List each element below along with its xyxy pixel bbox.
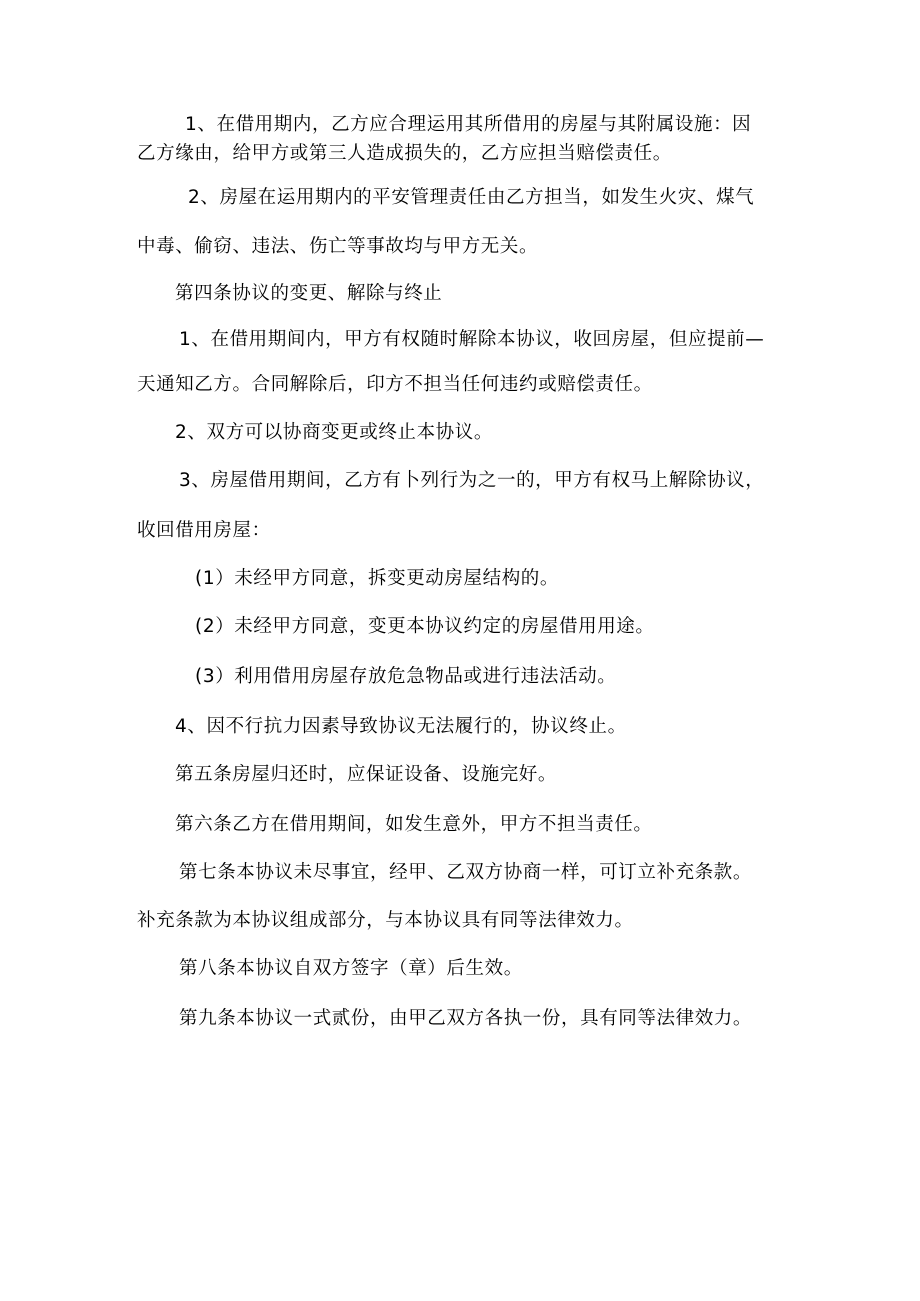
text-line: 1、在借用期间内，甲方有权随时解除本协议，收回房屋，但应提前— — [179, 329, 765, 350]
section-heading: 第九条本协议一式贰份，由甲乙双方各执一份，具有同等法律效力。 — [179, 1008, 753, 1029]
text-line: (1）未经甲方同意，拆变更动房屋结构的。 — [195, 568, 559, 589]
text-line: 天通知乙方。合同解除后，印方不担当任何违约或赔偿责任。 — [137, 374, 653, 395]
section-heading: 第六条乙方在借用期间，如发生意外，甲方不担当责任。 — [175, 814, 653, 835]
section-heading: 第五条房屋归还时，应保证设备、设施完好。 — [175, 764, 558, 785]
text-line: (2）未经甲方同意，变更本协议约定的房屋借用用途。 — [195, 616, 655, 637]
text-line: (3）利用借用房屋存放危急物品或进行违法活动。 — [195, 666, 617, 687]
text-line: 中毒、偷窃、违法、伤亡等事故均与甲方无关。 — [137, 236, 539, 257]
text-line: 3、房屋借用期间，乙方有卜列行为之一的，甲方有权马上解除协议， — [179, 470, 765, 491]
section-heading: 第八条本协议自双方签字（章）后生效。 — [179, 958, 523, 979]
text-line: 4、因不行抗力因素导致协议无法履行的，协议终止。 — [175, 716, 627, 737]
text-line: 1、在借用期内，乙方应合理运用其所借用的房屋与其附属设施：因 — [185, 114, 752, 135]
text-line: 2、双方可以协商变更或终止本协议。 — [175, 422, 493, 443]
text-line: 2、房屋在运用期内的平安管理责任由乙方担当，如发生火灾、煤气 — [188, 187, 755, 208]
text-line: 补充条款为本协议组成部分，与本协议具有同等法律效力。 — [137, 910, 634, 931]
section-heading: 第四条协议的变更、解除与终止 — [175, 283, 443, 304]
text-line: 收回借用房屋： — [137, 520, 271, 541]
section-heading: 第七条本协议未尽事宜，经甲、乙双方协商一样，可订立补充条款。 — [179, 862, 753, 883]
text-line: 乙方缘由，给甲方或第三人造成损失的，乙方应担当赔偿责任。 — [137, 143, 672, 164]
